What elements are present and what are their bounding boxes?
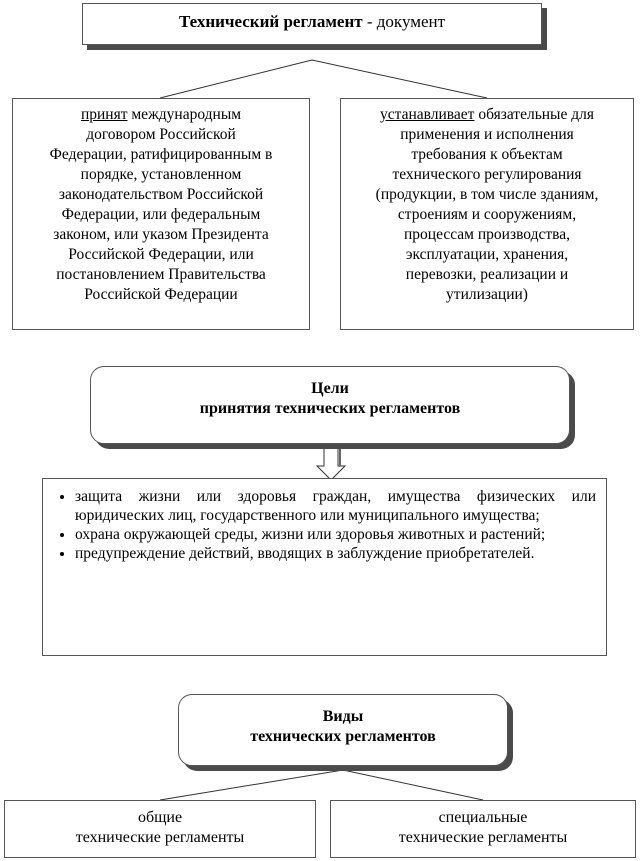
adoption-line: порядке, установленном (80, 166, 242, 183)
adoption-line: постановлением Правительства (56, 266, 266, 283)
goals-list (43, 487, 596, 563)
title-suffix: - документ (362, 12, 446, 31)
requirements-line: устанавливает обязательные для (380, 106, 594, 123)
general-regulations-box (4, 800, 316, 858)
general-label: общие (137, 809, 183, 826)
goals-list-box (42, 478, 607, 656)
adoption-line: Российской Федерации (84, 286, 238, 303)
adoption-line: договором Российской (86, 126, 236, 143)
adoption-line: законодательством Российской (58, 186, 264, 203)
goals-header-box (90, 366, 570, 444)
types-subtitle: технических регламентов (250, 728, 436, 745)
adoption-line: Российской Федерации, или (68, 246, 254, 263)
requirements-line: технического регулирования (392, 166, 582, 183)
requirements-lead: устанавливает (380, 106, 475, 123)
requirements-line: эксплуатации, хранения, (405, 246, 569, 263)
requirements-line: перевозки, реализации и (405, 266, 569, 283)
requirements-line: процессам производства, (403, 226, 570, 243)
adoption-lead: принят (80, 106, 128, 123)
goals-subtitle: принятия технических регламентов (199, 400, 461, 417)
adoption-line: принят международным (80, 106, 242, 123)
requirements-line: строениям и сооружениям, (397, 206, 577, 223)
requirements-line: утилизации) (446, 286, 528, 303)
adoption-line: законом, или указом Президента (53, 226, 269, 243)
requirements-box (340, 98, 634, 330)
goal-item: • охрана окружающей среды, жизни или здоровья животных и растений; (75, 525, 596, 544)
title-box (82, 3, 542, 45)
requirements-line: требования к объектам (411, 146, 563, 163)
special-sublabel: технические регламенты (398, 829, 568, 846)
adoption-line: Федерации, или федеральным (61, 206, 261, 223)
goal-item: • предупреждение действий, вводящих в заблуждение приобретателей. (75, 544, 596, 563)
adoption-box (12, 98, 310, 330)
types-title: Виды (322, 708, 364, 725)
goals-title: Цели (311, 380, 349, 397)
types-header-box (178, 694, 508, 766)
goal-item: • защита жизни или здоровья граждан, имущества физических или юридических лиц, государственного или муниципального имущества; (75, 487, 596, 525)
general-sublabel: технические регламенты (75, 829, 245, 846)
special-regulations-box (330, 800, 636, 858)
special-label: специальные (438, 809, 528, 826)
down-arrow-icon (317, 446, 345, 480)
requirements-line: применения и исполнения (400, 126, 574, 143)
adoption-line: Федерации, ратифицированным в (49, 146, 273, 163)
title-main: Технический регламент (178, 12, 363, 31)
requirements-line: (продукции, в том числе зданиям, (375, 186, 599, 203)
